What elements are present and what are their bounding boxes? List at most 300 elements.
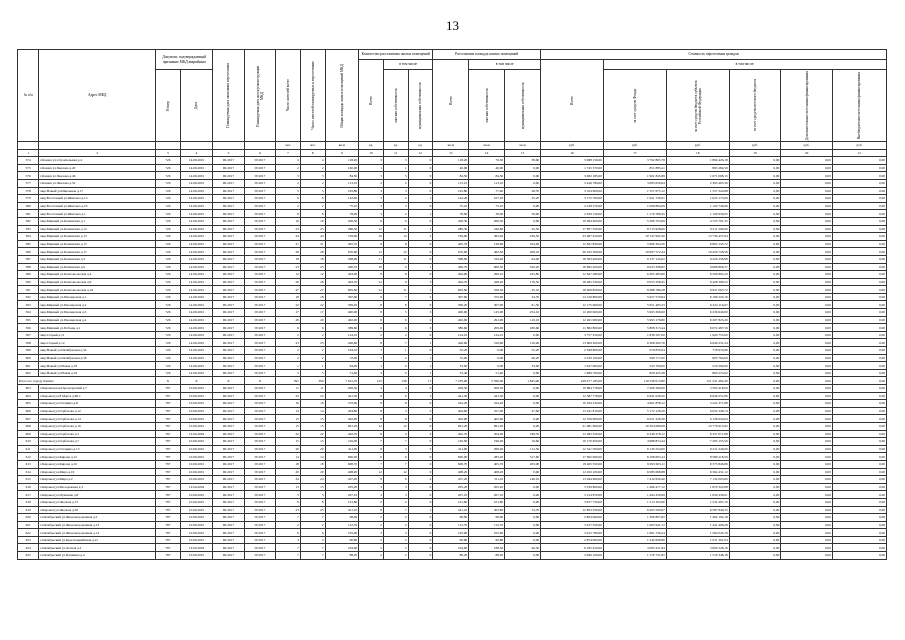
col-area-all: Всего — [433, 60, 469, 142]
table-cell: IV.2017 — [244, 369, 275, 377]
table-cell: 4 — [383, 430, 408, 438]
col-qty-all: Всего — [359, 60, 384, 142]
table-cell: 124,10 — [433, 331, 469, 339]
table-cell: кв.м — [469, 142, 505, 150]
table-cell: 0,00 — [832, 316, 886, 324]
table-cell: 11 — [383, 149, 408, 157]
table-cell: 400,00 — [433, 309, 469, 317]
table-cell: 51,40 — [325, 369, 359, 377]
table-cell: 588 — [18, 263, 39, 271]
table-cell: 0,00 — [505, 392, 541, 400]
table-cell: 311,10 — [469, 476, 505, 484]
table-cell: г.Кировец ул.Горбатова д.3 — [39, 430, 156, 438]
table-cell: 726 — [156, 164, 181, 172]
table-cell: 0,00 — [832, 392, 886, 400]
table-cell: 3 437 350,00 — [541, 521, 604, 529]
table-cell: г.Кировец ул.Гагарина д.13 — [39, 445, 156, 453]
table-cell: ед. — [359, 142, 384, 150]
table-cell: 426,60 — [325, 339, 359, 347]
table-cell: 3 090 228,16 — [666, 544, 729, 552]
table-cell: 78,90 — [433, 210, 469, 218]
table-cell: 3 — [408, 309, 433, 317]
table-cell: 1 — [408, 339, 433, 347]
table-cell: 3 — [359, 354, 384, 362]
col-doc-date: Дата — [180, 70, 213, 142]
table-cell: IV.2017 — [244, 483, 275, 491]
table-cell: 718 974,96 — [666, 347, 729, 355]
table-cell: 860 274,62 — [666, 369, 729, 377]
table-cell: 16 — [359, 233, 384, 241]
table-cell: 1 047 000,00 — [541, 362, 604, 370]
table-cell: 23 — [300, 506, 325, 514]
table-cell: 726 — [156, 331, 181, 339]
table-cell: 128,60 — [469, 240, 505, 248]
table-cell: 20 — [276, 468, 301, 476]
table-cell: 729,90 — [433, 233, 469, 241]
table-cell: 787 — [156, 498, 181, 506]
table-cell: 0,00 — [781, 233, 833, 241]
table-cell: 3 — [300, 536, 325, 544]
table-cell: 0,00 — [832, 529, 886, 537]
table-cell: 9 — [383, 263, 408, 271]
table-cell: 404,60 — [325, 407, 359, 415]
table-cell: 606,50 — [469, 263, 505, 271]
table-row — [18, 248, 887, 256]
table-cell: 7 — [383, 460, 408, 468]
table-cell: III.2017 — [213, 369, 244, 377]
table-cell: IV.2017 — [244, 453, 275, 461]
table-cell: 457,20 — [433, 476, 469, 484]
table-row — [18, 362, 887, 370]
table-cell: 0,00 — [729, 157, 781, 165]
table-cell: 0,00 — [781, 172, 833, 180]
col-cost-all: Всего — [541, 60, 604, 142]
table-cell: 0,00 — [729, 271, 781, 279]
table-cell: 0 — [408, 468, 433, 476]
table-cell: 18 465 350,00 — [541, 460, 604, 468]
table-cell: 0 — [408, 164, 433, 172]
table-cell: III.2017 — [213, 271, 244, 279]
table-cell: 3 — [276, 536, 301, 544]
table-cell: 4 — [180, 149, 213, 157]
table-cell: 3 — [383, 157, 408, 165]
table-cell: IV.2017 — [244, 172, 275, 180]
table-cell: 5 688 156,00 — [541, 157, 604, 165]
table-cell: 0,00 — [781, 255, 833, 263]
col-area-incl: в том числе — [469, 60, 541, 70]
table-cell: 100,20 — [505, 263, 541, 271]
table-cell: 206,30 — [469, 217, 505, 225]
table-cell: 0,00 — [729, 552, 781, 560]
table-cell: 0,00 — [505, 483, 541, 491]
table-cell: 8 — [383, 240, 408, 248]
table-cell: 18 — [300, 460, 325, 468]
table-cell: 14.09.2001 — [180, 248, 213, 256]
table-cell: 613 — [18, 460, 39, 468]
table-cell: 7 — [383, 293, 408, 301]
table-cell: 1 — [408, 506, 433, 514]
table-cell: 203,00 — [505, 460, 541, 468]
table-cell: 0,00 — [832, 438, 886, 446]
table-cell: 8 580 218,56 — [666, 453, 729, 461]
table-cell: 13 944 600,00 — [541, 476, 604, 484]
table-cell: 579 — [18, 195, 39, 203]
table-cell: 1 695 941,72 — [603, 521, 666, 529]
table-cell: 1 462 192,18 — [666, 514, 729, 522]
table-cell: III.2017 — [213, 460, 244, 468]
table-cell: 2 — [383, 536, 408, 544]
table-cell: 10 184 230,00 — [541, 400, 604, 408]
table-cell: 0,00 — [729, 476, 781, 484]
table-cell: 400,00 — [325, 309, 359, 317]
table-cell: 603 — [18, 385, 39, 393]
table-cell: 787 — [156, 552, 181, 560]
table-cell: 2 — [300, 347, 325, 355]
table-cell: 33,00 — [433, 362, 469, 370]
table-cell: 9 053 358,45 — [603, 278, 666, 286]
table-cell: 605,60 — [433, 286, 469, 294]
table-cell: 726 — [156, 172, 181, 180]
table-cell: 20 — [276, 445, 301, 453]
table-cell: 299,40 — [469, 445, 505, 453]
table-cell: 12.04.2004 — [180, 430, 213, 438]
table-cell: 1 901 845,89 — [603, 172, 666, 180]
table-cell: 399,20 — [325, 301, 359, 309]
table-cell: 0,00 — [832, 400, 886, 408]
table-cell: 12 821 830,00 — [541, 240, 604, 248]
table-cell: 1 630 439,01 — [666, 491, 729, 499]
table-cell: 670,60 — [325, 248, 359, 256]
table-cell: 0,00 — [781, 179, 833, 187]
table-cell: 0,00 — [729, 407, 781, 415]
col-doc-group: Документ, подтверждающий признание МКД аварийным — [156, 50, 213, 70]
table-cell: 27 — [300, 286, 325, 294]
table-cell: мкр.Мирный ул.Канашская д.9 — [39, 263, 156, 271]
table-cell: 0 — [408, 415, 433, 423]
table-cell: 6 — [244, 149, 275, 157]
table-cell: IV.2017 — [244, 415, 275, 423]
table-cell: 0,00 — [781, 392, 833, 400]
table-cell: г.Октябрьский ул.Лесная д.2 — [39, 544, 156, 552]
table-cell: 14.09.2001 — [180, 179, 213, 187]
table-cell: 21 — [832, 149, 886, 157]
table-cell: 14.09.2001 — [180, 210, 213, 218]
table-cell: 2 — [408, 476, 433, 484]
table-cell: 207,10 — [433, 491, 469, 499]
table-cell: 0,00 — [781, 476, 833, 484]
table-cell: IV.2017 — [244, 157, 275, 165]
table-cell: г.Кировец ул.8 Марта д.68 а — [39, 392, 156, 400]
table-row — [18, 468, 887, 476]
table-cell: 14.09.2001 — [180, 225, 213, 233]
table-cell: 829 425,38 — [603, 369, 666, 377]
table-cell: 7 — [276, 544, 301, 552]
table-cell: 729,90 — [325, 233, 359, 241]
table-cell: 236,50 — [505, 233, 541, 241]
table-cell: IV.2017 — [244, 309, 275, 317]
table-cell: 0,00 — [832, 263, 886, 271]
table-cell: 726 — [156, 157, 181, 165]
table-cell: 7 — [300, 544, 325, 552]
table-cell: 0,00 — [781, 415, 833, 423]
table-cell: 0,00 — [729, 179, 781, 187]
table-cell: 19 — [729, 149, 781, 157]
table-cell: 787 — [156, 468, 181, 476]
table-cell: III.2017 — [213, 347, 244, 355]
table-cell: 583 — [18, 225, 39, 233]
table-cell: IV.2017 — [244, 438, 275, 446]
table-cell: 12 — [359, 422, 384, 430]
table-cell: 0,00 — [781, 460, 833, 468]
table-cell: 0,00 — [781, 217, 833, 225]
table-cell: 14.09.2001 — [180, 255, 213, 263]
table-cell: 17 692 000,00 — [541, 453, 604, 461]
table-row — [18, 316, 887, 324]
table-cell: 11 — [300, 385, 325, 393]
table-cell: 22 — [300, 430, 325, 438]
table-cell: 611 — [18, 445, 39, 453]
table-cell: 0,00 — [729, 377, 781, 385]
table-cell: 164,20 — [505, 240, 541, 248]
table-cell: мкр.Мирный ул.Пионерская д.3 — [39, 309, 156, 317]
table-cell: 9 668 806,37 — [666, 263, 729, 271]
table-cell: III.2017 — [213, 286, 244, 294]
table-cell: III.2017 — [213, 240, 244, 248]
table-cell: 0,00 — [505, 491, 541, 499]
table-cell: 110,00 — [505, 339, 541, 347]
table-cell: 8 488 786,28 — [603, 286, 666, 294]
table-cell: 14 — [276, 407, 301, 415]
table-cell: 0,00 — [832, 339, 886, 347]
table-cell: 33,00 — [505, 362, 541, 370]
table-cell: 6 364 431,12 — [666, 468, 729, 476]
table-cell: 605,60 — [325, 286, 359, 294]
table-cell: III.2017 — [213, 187, 244, 195]
table-row — [18, 498, 887, 506]
table-cell: 428,20 — [469, 278, 505, 286]
table-cell: 14.09.2001 — [180, 157, 213, 165]
table-cell: 0,00 — [781, 491, 833, 499]
table-cell: 0,00 — [781, 225, 833, 233]
table-cell: 0,00 — [832, 157, 886, 165]
table-cell: 100,00 — [325, 164, 359, 172]
table-cell: 0,00 — [729, 225, 781, 233]
table-cell: 0,00 — [781, 498, 833, 506]
table-cell: 105,90 — [433, 529, 469, 537]
table-cell: 112,50 — [505, 445, 541, 453]
table-cell: 0,00 — [781, 157, 833, 165]
table-cell: 1 513 302,90 — [603, 498, 666, 506]
table-cell: 0,00 — [832, 552, 886, 560]
table-cell: IV.2017 — [244, 324, 275, 332]
table-cell: 12 541 500,00 — [541, 445, 604, 453]
table-cell: 0 — [408, 217, 433, 225]
table-cell: 75,10 — [433, 202, 469, 210]
table-row — [18, 286, 887, 294]
table-cell: IV.2017 — [244, 347, 275, 355]
table-cell: 11 — [383, 286, 408, 294]
table-cell: 0 — [408, 529, 433, 537]
table-cell: мкр.Мирный ул.Пионерская д.2 — [39, 301, 156, 309]
table-row — [18, 278, 887, 286]
table-cell: 0,00 — [832, 210, 886, 218]
table-cell: IV.2017 — [244, 210, 275, 218]
table-cell: 581 — [18, 210, 39, 218]
table-cell: IV.2017 — [244, 255, 275, 263]
table-cell: 787 — [156, 430, 181, 438]
table-cell: 8 — [276, 498, 301, 506]
table-cell: 16 — [300, 400, 325, 408]
table-cell: 2 — [276, 202, 301, 210]
table-cell: 0,00 — [505, 179, 541, 187]
table-cell: 2 — [300, 354, 325, 362]
table-cell: г.Канаш ул.Строительная д.4 — [39, 157, 156, 165]
table-cell: 0 — [408, 536, 433, 544]
table-cell: 28,70 — [505, 187, 541, 195]
table-cell: 1 870 322,88 — [666, 483, 729, 491]
table-cell: 142,40 — [433, 195, 469, 203]
table-cell: 600,00 — [433, 453, 469, 461]
table-cell: 12 — [359, 248, 384, 256]
table-cell: 286,30 — [433, 225, 469, 233]
table-cell: 14 — [276, 453, 301, 461]
table-cell: г.Кировец ул.Горбатова д.12 — [39, 407, 156, 415]
table-row — [18, 210, 887, 218]
table-cell: 6 265 500,67 — [603, 506, 666, 514]
table-cell: 44 — [276, 233, 301, 241]
table-row — [18, 187, 887, 195]
table-cell: 0,00 — [832, 179, 886, 187]
table-cell: 15 — [300, 438, 325, 446]
table-cell: 21 081 600,00 — [541, 422, 604, 430]
table-cell: 597 — [18, 331, 39, 339]
table-cell: 0,00 — [781, 347, 833, 355]
table-cell: 6 — [276, 195, 301, 203]
table-cell: 0,00 — [729, 392, 781, 400]
table-cell: 0,00 — [505, 400, 541, 408]
table-cell: 23 — [300, 263, 325, 271]
table-cell: мкр.Мирный ул.Канашская д.12 — [39, 225, 156, 233]
table-cell: 0,00 — [832, 301, 886, 309]
table-cell: 6 236 640,00 — [666, 309, 729, 317]
table-cell: 726 — [156, 210, 181, 218]
table-cell: 74,70 — [505, 506, 541, 514]
table-cell: 24,70 — [505, 293, 541, 301]
table-cell: мкр.Мирный ул.Комсомольская д.9 — [39, 278, 156, 286]
table-cell: 283,20 — [469, 453, 505, 461]
table-cell: 610 — [18, 438, 39, 446]
table-cell: 3 — [359, 529, 384, 537]
table-cell: 1 — [408, 354, 433, 362]
table-cell: 7 412 656,40 — [603, 476, 666, 484]
table-cell: 397,60 — [433, 293, 469, 301]
table-cell: 0,00 — [729, 255, 781, 263]
table-cell: 0,00 — [781, 506, 833, 514]
table-cell: 39,00 — [469, 210, 505, 218]
table-cell: 0,00 — [729, 483, 781, 491]
table-cell: 23 — [276, 263, 301, 271]
table-cell: X — [213, 377, 244, 385]
table-cell: 2 — [359, 536, 384, 544]
table-cell: 7 612,70 — [325, 377, 359, 385]
table-cell: III.2017 — [213, 483, 244, 491]
table-cell: 1 689 700,00 — [541, 369, 604, 377]
table-cell: IV.2017 — [244, 407, 275, 415]
table-row — [18, 233, 887, 241]
table-cell: 787 — [156, 536, 181, 544]
table-cell: 6 308 292,76 — [603, 339, 666, 347]
table-cell: 12 — [383, 422, 408, 430]
table-cell: 14.09.2001 — [180, 316, 213, 324]
table-cell: 1 — [408, 286, 433, 294]
table-cell: IV.2017 — [244, 506, 275, 514]
table-cell: 27 — [276, 286, 301, 294]
table-cell: 23 — [300, 225, 325, 233]
table-cell: 1 — [359, 164, 384, 172]
table-cell: 726 — [156, 286, 181, 294]
table-cell: 145,90 — [469, 309, 505, 317]
table-cell: 12 853 350,00 — [541, 506, 604, 514]
table-cell: III.2017 — [213, 544, 244, 552]
table-cell: мкр.Новый ул.Новая д.10 — [39, 362, 156, 370]
table-cell: 84,50 — [433, 172, 469, 180]
table-cell: 12 — [383, 248, 408, 256]
table-cell: 787 — [156, 476, 181, 484]
table-cell: 462,50 — [469, 248, 505, 256]
table-cell: III.2017 — [213, 157, 244, 165]
table-cell: 787 — [156, 415, 181, 423]
table-cell: 0,00 — [729, 498, 781, 506]
table-cell: 98,00 — [325, 514, 359, 522]
table-cell: 3 — [383, 491, 408, 499]
table-cell: 1 — [300, 362, 325, 370]
table-cell: 787 — [156, 438, 181, 446]
col-area-group: Расселяемая площадь жилых помещений — [433, 50, 541, 60]
table-cell: 2 — [383, 195, 408, 203]
table-cell: 1 — [408, 263, 433, 271]
table-cell: X — [244, 377, 275, 385]
table-cell: 726 — [156, 324, 181, 332]
table-cell: 11 — [383, 225, 408, 233]
table-cell: 0,00 — [781, 263, 833, 271]
table-cell: 402,00 — [325, 316, 359, 324]
table-cell: IV.2017 — [244, 187, 275, 195]
table-cell: 0,00 — [832, 476, 886, 484]
table-cell: 2 — [276, 354, 301, 362]
table-cell: IV.2017 — [244, 195, 275, 203]
table-cell: мкр.Новый ул.Октябрьская д.36 — [39, 354, 156, 362]
table-cell: 10.09.2001 — [180, 476, 213, 484]
table-cell: 23 — [300, 339, 325, 347]
table-cell: руб. — [666, 142, 729, 150]
col-area-private: частная собственность — [469, 70, 505, 142]
table-row — [18, 400, 887, 408]
table-cell: III.2017 — [213, 407, 244, 415]
table-cell: 9 023 398,82 — [603, 263, 666, 271]
table-cell: III.2017 — [213, 248, 244, 256]
table-cell: 3 — [359, 202, 384, 210]
table-cell: 10 — [359, 149, 384, 157]
table-cell: руб. — [729, 142, 781, 150]
table-cell: 577 — [18, 179, 39, 187]
table-cell: 7 — [359, 460, 384, 468]
table-cell: 10.09.2001 — [180, 506, 213, 514]
table-cell: 146,10 — [505, 476, 541, 484]
table-cell: III.2017 — [213, 453, 244, 461]
table-cell: 3 757 250,00 — [541, 331, 604, 339]
table-row — [18, 157, 887, 165]
table-cell: 0 — [408, 172, 433, 180]
